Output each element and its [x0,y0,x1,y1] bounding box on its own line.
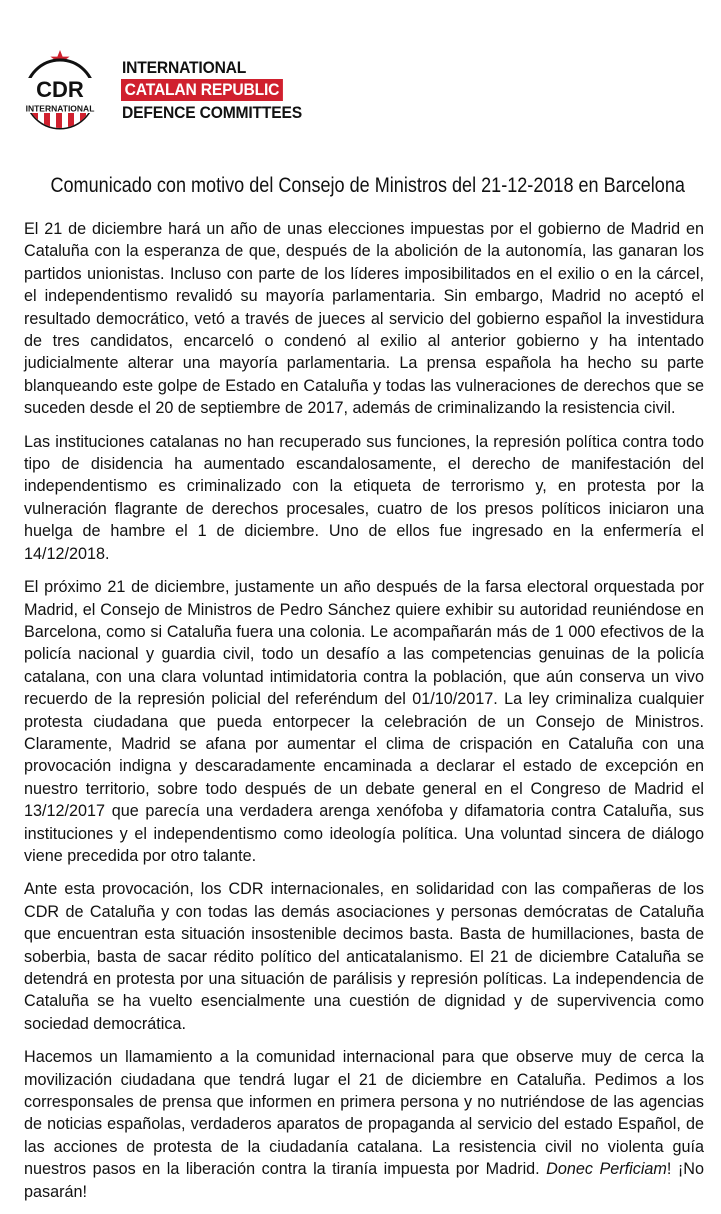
page-title: Comunicado con motivo del Consejo de Ministros del 21-12-2018 en Barcelona [50,174,685,197]
paragraph: El próximo 21 de diciembre, justamente un año después de la farsa electoral orquestada por Madrid, el Consejo de Ministros de Pedro Sánchez quiere exhibir su autoridad reuniéndose en Barcelona, como si Cataluña fuera una colonia. Le acompañarán más de 1 000 efectivos de la policía nacional y guardia civil, todo un desafío a las competencias genuinas de la policía catalana, con una clara voluntad intimidatoria contra la población, que aún conserva un vivo recuerdo de la represión policial del referéndum del 01/10/2017. La ley criminaliza cualquier protesta ciudadana que pueda entorpecer la celebración de un Consejo de Ministros. Claramente, Madrid se afana por aumentar el clima de crispación en Cataluña con una provocación indigna y descaradamente encaminada a declarar el estado de excepción en nuestro territorio, sobre todo después de un debate general en el Congreso de Madrid el 13/12/2017 que parecía una verdadera arenga xenófoba y difamatoria contra Cataluña, sus instituciones y el independentismo como ideología política. Una voluntad sincera de diálogo viene precedida por otro talante. [24,578,704,865]
paragraph: Las instituciones catalanas no han recuperado sus funciones, la represión política contra todo tipo de disidencia ha aumentado escandalosamente, el derecho de manifestación del independentismo es criminalizado con la etiqueta de terrorismo y, en protesta por la vulneración flagrante de derechos procesales, cuatro de los presos políticos iniciaron una huelga de hambre el 1 de diciembre. Uno de ellos fue ingresado en la enfermería el 14/12/2018. [24,432,704,563]
cdr-logo [22,48,114,132]
closing-paragraph-text: Hacemos un llamamiento a la comunidad internacional para que observe muy de cerca la movilización ciudadana que tendrá lugar el 21 de diciembre en Cataluña. Pedimos a los corresponsales de prensa que informen en primera persona y no nutriéndose de las agencias de noticias españolas, verdaderos aparatos de propaganda al servicio del estado Español, de las acciones de protesta de la ciudadanía catalana. La resistencia civil no violenta guía nuestros pasos en la liberación contra la tiranía impuesta por Madrid. [24,1048,704,1179]
document-body [24,218,704,1214]
paragraph: Ante esta provocación, los CDR internacionales, en solidaridad con las compañeras de los CDR de Cataluña y con todas las demás asociaciones y personas demócratas de Cataluña que encuentran esta situación insostenible decimos basta. Basta de humillaciones, basta de soberbia, basta de sacar rédito político del anticatalanismo. El 21 de diciembre Cataluña se detendrá en protesta por una situación de parálisis y represión políticas. La independencia de Cataluña se ha vuelto esencialmente una cuestión de dignidad y de supervivencia como sociedad democrática. [24,880,704,1033]
svg-text:INTERNATIONAL: INTERNATIONAL [25,103,95,114]
org-line-2: CATALAN REPUBLIC [121,79,283,101]
svg-text:CDR: CDR [36,77,84,102]
letterhead [22,48,322,132]
org-line-1: INTERNATIONAL [122,58,247,77]
closing-exclamation: ! ¡No pasarán! [24,1160,704,1201]
paragraph: El 21 de diciembre hará un año de unas elecciones impuestas por el gobierno de Madrid en Cataluña con la esperanza de que, después de la abolición de la autonomía, las ganaran los partidos unionistas. Incluso con parte de los líderes imposibilitados en el exilio o en la cárcel, el independentismo revalidó su mayoría parlamentaria. Sin embargo, Madrid no aceptó el resultado democrático, vetó a través de jueces al servicio del gobierno español la investidura de tres candidatos, encarceló o condenó al exilio al anterior gobierno y ha intentado judicialmente alterar una mayoría parlamentaria. La prensa española ha hecho su parte blanqueando este golpe de Estado en Cataluña y todas las vulneraciones de derechos que se suceden desde el 20 de septiembre de 2017, además de criminalizando la resistencia civil. [24,220,704,418]
closing-paragraph [24,1046,704,1203]
motto-text: Donec Perficiam [546,1160,667,1179]
org-line-3: DEFENCE COMMITTEES [122,103,303,122]
organization-name [122,56,318,124]
